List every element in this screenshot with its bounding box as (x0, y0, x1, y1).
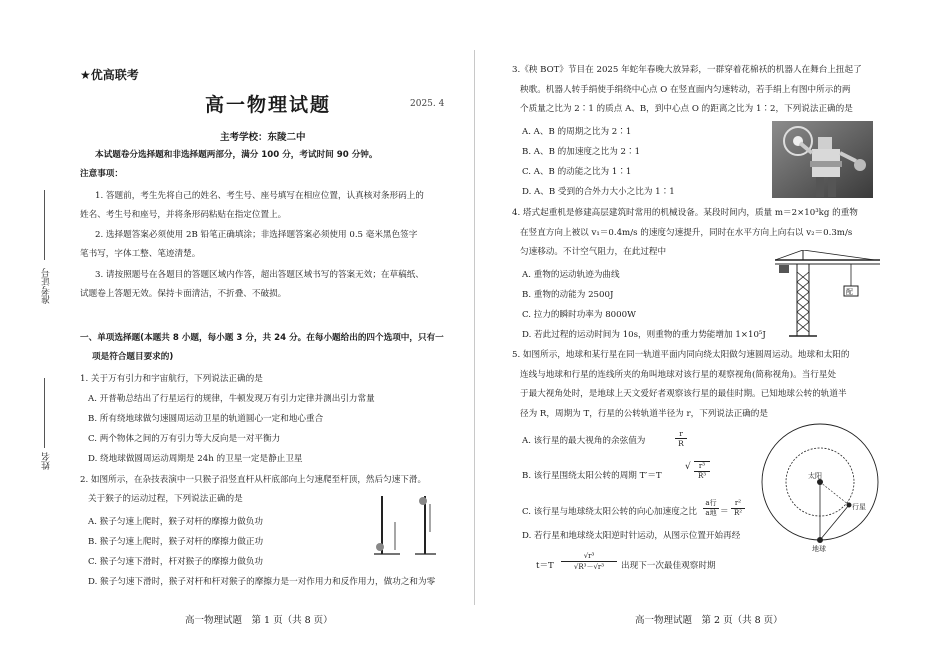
q5-option-b: B. 该行星围绕太阳公转的周期 T′＝T (522, 471, 662, 481)
q3-option-c: C. A、B 的动能之比为 1∶1 (522, 167, 632, 177)
q5-stem: 径为 R，周期为 T，行星的公转轨道半径为 r，下列说法正确的是 (520, 409, 768, 419)
q5-option-a: A. 该行星的最大视角的余弦值为 (522, 436, 646, 446)
fraction-numerator: r³ (694, 462, 710, 472)
fraction-numerator: r² (731, 499, 745, 509)
q1-option-d: D. 绕地球做圆周运动周期是 24h 的卫星一定是静止卫星 (88, 454, 303, 464)
orbit-diagram (758, 412, 888, 562)
page-title: 高一物理试题 (205, 94, 332, 116)
q3-option-a: A. A、B 的周期之比为 2∶1 (522, 127, 632, 137)
q5-option-c: C. 该行星与地球绕太阳公转的向心加速度之比 (522, 507, 698, 517)
q5-stem: 连线与地球和行星的连线所夹的角叫地球对该行星的观察视角(简称视角)。当行星处 (520, 370, 837, 380)
q5-stem: 5. 如图所示，地球和某行星在同一轨道平面内同向绕太阳做匀速圆周运动。地球和太阳的 (512, 350, 850, 360)
page-footer-right: 高一物理试题 第 2 页（共 8 页） (635, 615, 783, 626)
q5-option-c-equals: ＝ (720, 507, 729, 517)
monkey-pole-figure (370, 492, 440, 562)
fraction-numerator: √r³ (561, 551, 617, 562)
q4-option-d: D. 若此过程的运动时间为 10s，则重物的重力势能增加 1×10⁵J (522, 330, 766, 340)
q1-option-b: B. 所有绕地球做匀速圆周运动卫星的轨道圆心一定和地心重合 (88, 414, 324, 424)
notice-line: 2. 选择题答案必须使用 2B 铅笔正确填涂；非选择题答案必须使用 0.5 毫米黑色签字 (95, 230, 418, 240)
q2-stem-cont: 关于猴子的运动过程，下列说法正确的是 (88, 494, 243, 504)
q2-option-b: B. 猴子匀速上爬时，猴子对杆的摩擦力做正功 (88, 537, 264, 547)
name-label: 姓名 (42, 452, 52, 470)
q2-option-d: D. 猴子匀速下滑时，猴子对杆和杆对猴子的摩擦力是一对作用力和反作用力，做功之和为零 (88, 577, 436, 587)
q4-option-a: A. 重物的运动轨迹为曲线 (522, 270, 620, 280)
notice-line: 试题卷上答题无效。保持卡面清洁，不折叠、不破损。 (80, 289, 287, 299)
fraction-denominator: R² (733, 509, 743, 517)
fraction-denominator: R³ (697, 472, 707, 480)
tower-crane-figure (775, 250, 885, 340)
exam-number-blank[interactable] (44, 190, 45, 260)
q5-stem: 于最大视角处时，是地球上天文爱好者观察该行星的最佳时期。已知地球公转的轨道半 (520, 389, 847, 399)
q2-option-a: A. 猴子匀速上爬时，猴子对杆的摩擦力做负功 (88, 517, 263, 527)
notice-line: 1. 答题前，考生先将自己的姓名、考生号、座号填写在相应位置，认真核对条形码上的 (95, 191, 424, 201)
fraction-numerator: a行 (703, 499, 719, 509)
notice-line: 姓名、考生号和座号，并将条形码粘贴在指定位置上。 (80, 210, 287, 220)
fraction-denominator: √R³－√r³ (573, 563, 605, 571)
q1-option-a: A. 开普勒总结出了行星运行的规律，牛顿发现万有引力定律并测出引力常量 (88, 394, 375, 404)
q5-option-d-tail: 出现下一次最佳观察时期 (621, 561, 716, 571)
q2-option-c: C. 猴子匀速下滑时，杆对猴子的摩擦力做负功 (88, 557, 264, 567)
notice-line: 笔书写，字体工整、笔迹清楚。 (80, 249, 201, 259)
q3-option-b: B. A、B 的加速度之比为 2∶1 (522, 147, 641, 157)
name-blank[interactable] (44, 378, 45, 448)
host-school: 主考学校：东陵二中 (220, 132, 306, 143)
q4-stem: 在竖直方向上被以 v₁＝0.4m/s 的速度匀速提升，同时在水平方向上向右以 v₂＝0.3m/s (520, 228, 853, 238)
q3-stem: 个质量之比为 2∶1 的质点 A、B，到中心点 O 的距离之比为 1∶2，下列说法正确的是 (520, 104, 853, 114)
exam-number-label: 准考证号 (42, 268, 52, 304)
planet-label: 行星 (852, 503, 866, 511)
right-page (475, 0, 950, 663)
intro-text: 本试题卷分选择题和非选择题两部分，满分 100 分，考试时间 90 分钟。 (95, 150, 378, 160)
fraction-numerator: r (675, 429, 687, 439)
exam-tag: ★优高联考 (80, 68, 139, 82)
q4-stem: 4. 塔式起重机是修建高层建筑时常用的机械设备。某段时间内，质量 m＝2×10³kg 的重物 (512, 208, 858, 218)
q5-option-b-fraction (694, 461, 710, 481)
page-footer-left: 高一物理试题 第 1 页（共 8 页） (185, 615, 333, 626)
earth-label: 地球 (812, 545, 826, 553)
sun-label: 太阳 (808, 472, 822, 480)
sqrt-icon: √ (685, 462, 691, 472)
q4-stem: 匀速移动。不计空气阻力，在此过程中 (520, 247, 667, 257)
q3-stem: 3.《秧 BOT》节目在 2025 年蛇年春晚大放异彩，一群穿着花棉袄的机器人在舞台上扭起了 (512, 65, 862, 75)
q5-option-c-ratio (703, 499, 719, 518)
section-heading: 一、单项选择题(本题共 8 小题，每小题 3 分，共 24 分。在每小题给出的四个选项中，只有一 (80, 333, 444, 343)
q1-stem: 1. 关于万有引力和宇宙航行，下列说法正确的是 (80, 374, 263, 384)
q5-option-a-fraction (675, 429, 687, 448)
notice-line: 3. 请按照题号在各题目的答题区域内作答，超出答题区域书写的答案无效；在草稿纸、 (95, 270, 424, 280)
notice-title: 注意事项： (80, 169, 123, 179)
q4-option-c: C. 拉力的瞬时功率为 8000W (522, 310, 636, 320)
q5-option-d-formula: t＝T (536, 561, 554, 571)
exam-date: 2025. 4 (410, 99, 445, 109)
q5-option-d: D. 若行星和地球绕太阳逆时针运动，从图示位置开始再经 (522, 531, 741, 541)
q4-option-b: B. 重物的动能为 2500J (522, 290, 614, 300)
q2-stem: 2. 如图所示，在杂技表演中一只猴子沿竖直杆从杆底部向上匀速爬至杆顶，然后匀速下滑。 (80, 475, 427, 485)
q5-option-c-fraction (731, 499, 745, 518)
robot-dance-photo (772, 121, 873, 198)
q5-option-d-fraction (561, 551, 617, 572)
section-heading-cont: 项是符合题目要求的) (92, 352, 174, 362)
fraction-denominator: a地 (705, 509, 717, 517)
q1-option-c: C. 两个物体之间的万有引力等大反向是一对平衡力 (88, 434, 281, 444)
q3-option-d: D. A、B 受到的合外力大小之比为 1∶1 (522, 187, 675, 197)
fraction-denominator: R (678, 439, 684, 448)
q3-stem: 秧歌。机器人转手绢使手绢绕中心点 O 在竖直面内匀速转动，若手绢上有图中所示的两 (520, 85, 851, 95)
crane-load-label: 配 (846, 288, 853, 296)
